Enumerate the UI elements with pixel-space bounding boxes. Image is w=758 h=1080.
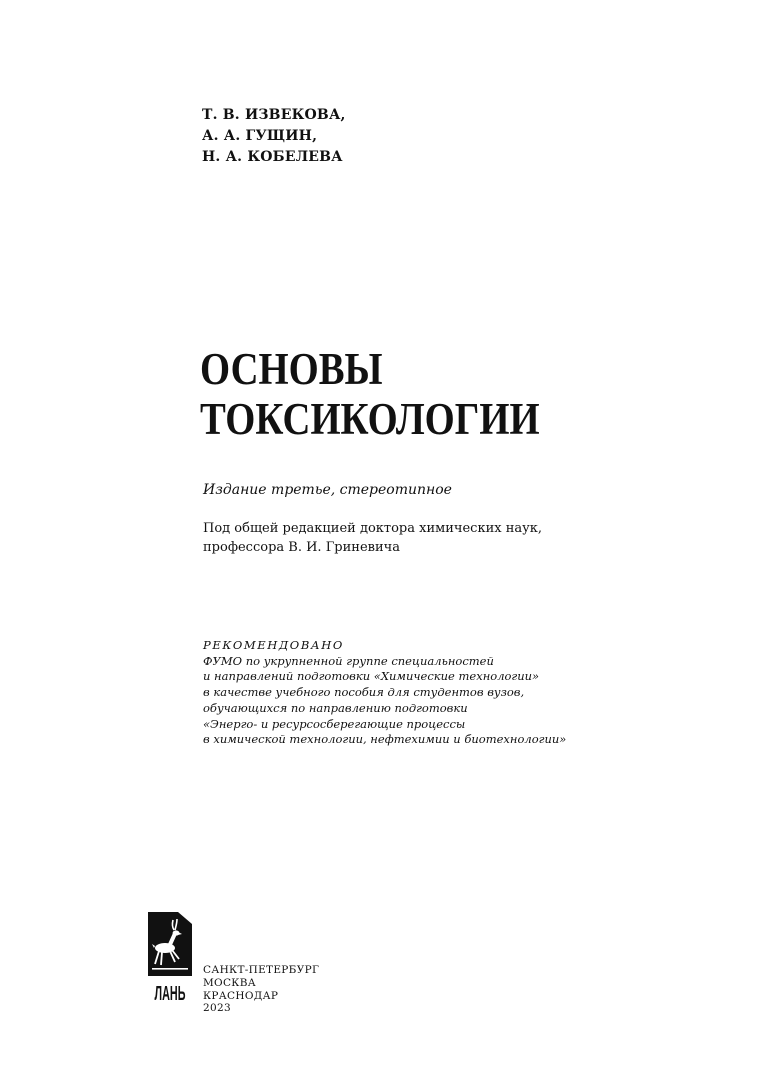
city-name: МОСКВА	[203, 976, 256, 989]
recommendation-line: в качестве учебного пособия для студентов вузов,	[203, 685, 525, 700]
editor-note	[203, 519, 542, 557]
author-name: А. А. ГУЩИН,	[202, 128, 318, 144]
publication-year: 2023	[203, 1002, 231, 1015]
book-title-line: ОСНОВЫ	[200, 344, 383, 394]
recommendation-block	[203, 638, 566, 748]
recommendation-line: «Энерго- и ресурсосберегающие процессы	[203, 716, 466, 731]
publisher-logo-text: ЛАНЬ	[154, 982, 186, 1005]
publication-place	[203, 964, 319, 1015]
recommendation-line: обучающихся по направлению подготовки	[203, 700, 468, 715]
author-name: Н. А. КОБЕЛЕВА	[202, 149, 343, 165]
recommendation-line: в химической технологии, нефтехимии и биотехнологии»	[203, 732, 567, 747]
author-name: Т. В. ИЗВЕКОВА,	[202, 107, 346, 123]
editor-line: Под общей редакцией доктора химических наук,	[203, 521, 543, 536]
recommendation-line: и направлений подготовки «Химические технологии»	[203, 669, 540, 684]
city-name: САНКТ-ПЕТЕРБУРГ	[203, 964, 320, 976]
edition-note: Издание третье, стереотипное	[203, 482, 452, 498]
authors-list	[202, 105, 346, 168]
publisher-logo	[148, 912, 192, 1008]
recommendation-heading: РЕКОМЕНДОВАНО	[203, 638, 344, 652]
city-name: КРАСНОДАР	[203, 989, 279, 1002]
recommendation-line: ФУМО по укрупненной группе специальностей	[203, 653, 494, 668]
book-title-line: ТОКСИКОЛОГИИ	[200, 394, 540, 444]
deer-icon	[148, 912, 192, 1008]
book-title	[200, 344, 540, 444]
editor-line: профессора В. И. Гриневича	[203, 540, 400, 555]
